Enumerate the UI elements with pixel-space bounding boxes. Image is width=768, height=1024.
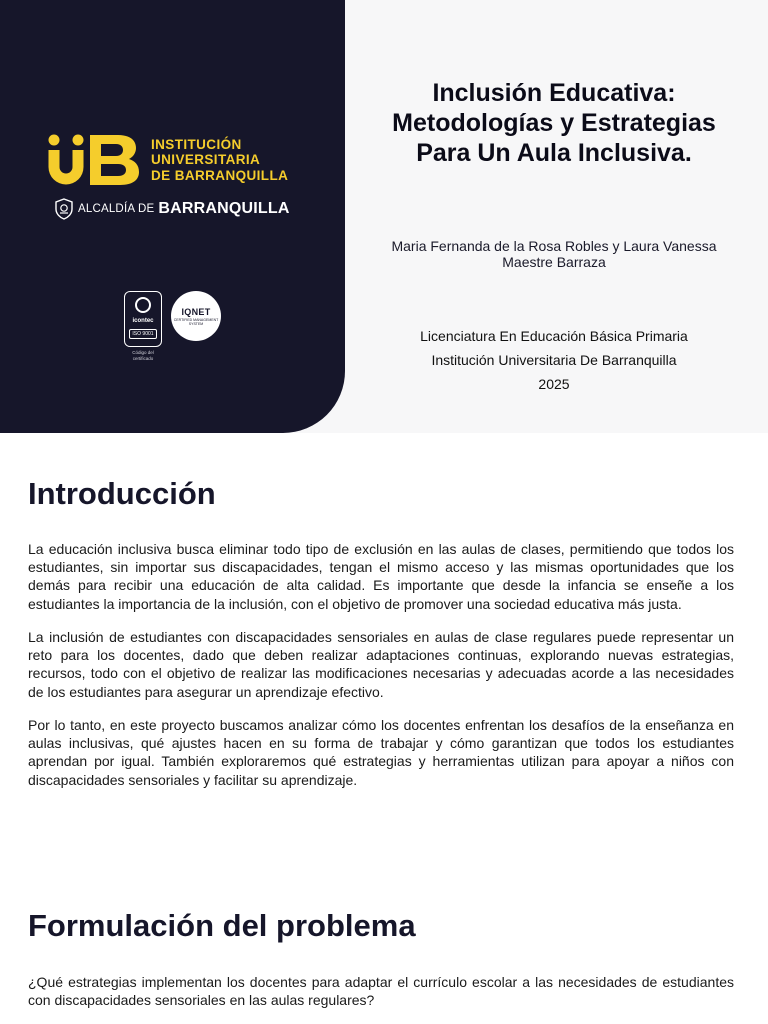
alcaldia-label: ALCALDÍA DE bbox=[78, 203, 155, 215]
introduction-heading: Introducción bbox=[28, 476, 216, 511]
icontec-certification bbox=[123, 291, 163, 362]
university-name: Institución Universitaria De Barranquilla bbox=[431, 352, 677, 368]
barranquilla-shield-icon bbox=[54, 198, 74, 220]
introduction-paragraph: La educación inclusiva busca eliminar todo tipo de exclusión en las aulas de clases, permitiendo que todos los estudiantes, sin importar sus discapacidades, tengan el mismo acceso y las mismas oportunidades que los demás para recibir una educación de alta calidad. Es importante que desde la infancia se enseñe a los estudiantes la importancia de la inclusión, con el objetivo de promover una sociedad educativa más justa. bbox=[28, 541, 734, 612]
certifications bbox=[123, 291, 221, 362]
problem-heading: Formulación del problema bbox=[28, 908, 416, 943]
year: 2025 bbox=[538, 376, 570, 392]
certificate-code: Código del certificado bbox=[132, 350, 154, 361]
document-title bbox=[360, 78, 748, 168]
icontec-badge bbox=[124, 291, 162, 347]
title-line: Metodologías y Estrategias bbox=[392, 109, 716, 137]
icontec-seal-icon bbox=[135, 297, 151, 313]
alcaldia-logo bbox=[54, 198, 290, 220]
ub-logo-icon bbox=[46, 133, 142, 187]
iqnet-label: IQNET bbox=[181, 306, 211, 317]
institution-logo bbox=[46, 133, 288, 187]
iqnet-seal bbox=[171, 291, 221, 341]
problem-paragraph: ¿Qué estrategias implementan los docentes para adaptar el currículo escolar a las necesidades de estudiantes con discapacidades sensoriales en las aulas regulares? bbox=[28, 974, 734, 1009]
iqnet-subtitle: CERTIFIED MANAGEMENT SYSTEM bbox=[173, 317, 219, 326]
institution-name-line: UNIVERSITARIA bbox=[151, 152, 261, 168]
program-name: Licenciatura En Educación Básica Primaria bbox=[420, 328, 688, 344]
title-line: Inclusión Educativa: bbox=[432, 79, 676, 107]
program-info bbox=[370, 324, 738, 396]
alcaldia-city: BARRANQUILLA bbox=[158, 200, 290, 217]
iso-label: ISO 9001 bbox=[129, 329, 156, 339]
institution-name-line: INSTITUCIÓN bbox=[151, 136, 242, 152]
cover-header bbox=[0, 0, 768, 433]
introduction-paragraph: La inclusión de estudiantes con discapacidades sensoriales en aulas de clase regulares puede representar un reto para los docentes, dado que deben realizar adaptaciones continuas, explorando nuevas estrategias, recursos, todo con el objetivo de realizar las modificaciones necesarias y adecuadas acorde a las necesidades de los estudiantes para asegurar un aprendizaje efectivo. bbox=[28, 629, 734, 700]
institution-name bbox=[151, 137, 288, 184]
institution-name-line: DE BARRANQUILLA bbox=[151, 167, 289, 183]
icontec-label: icontec bbox=[132, 318, 154, 324]
institution-panel bbox=[0, 0, 345, 433]
title-line: Para Un Aula Inclusiva. bbox=[416, 139, 692, 167]
authors: Maria Fernanda de la Rosa Robles y Laura Vanessa Maestre Barraza bbox=[391, 238, 717, 270]
introduction-paragraph: Por lo tanto, en este proyecto buscamos analizar cómo los docentes enfrentan los desafíos de la enseñanza en aulas inclusivas, qué ajustes hacen en su forma de trabajar y cómo garantizan que todos los estudiantes aprendan por igual. También exploraremos qué estrategias y herramientas utilizan para apoyar a niños con discapacidades sensoriales y facilitar su aprendizaje. bbox=[28, 717, 734, 788]
